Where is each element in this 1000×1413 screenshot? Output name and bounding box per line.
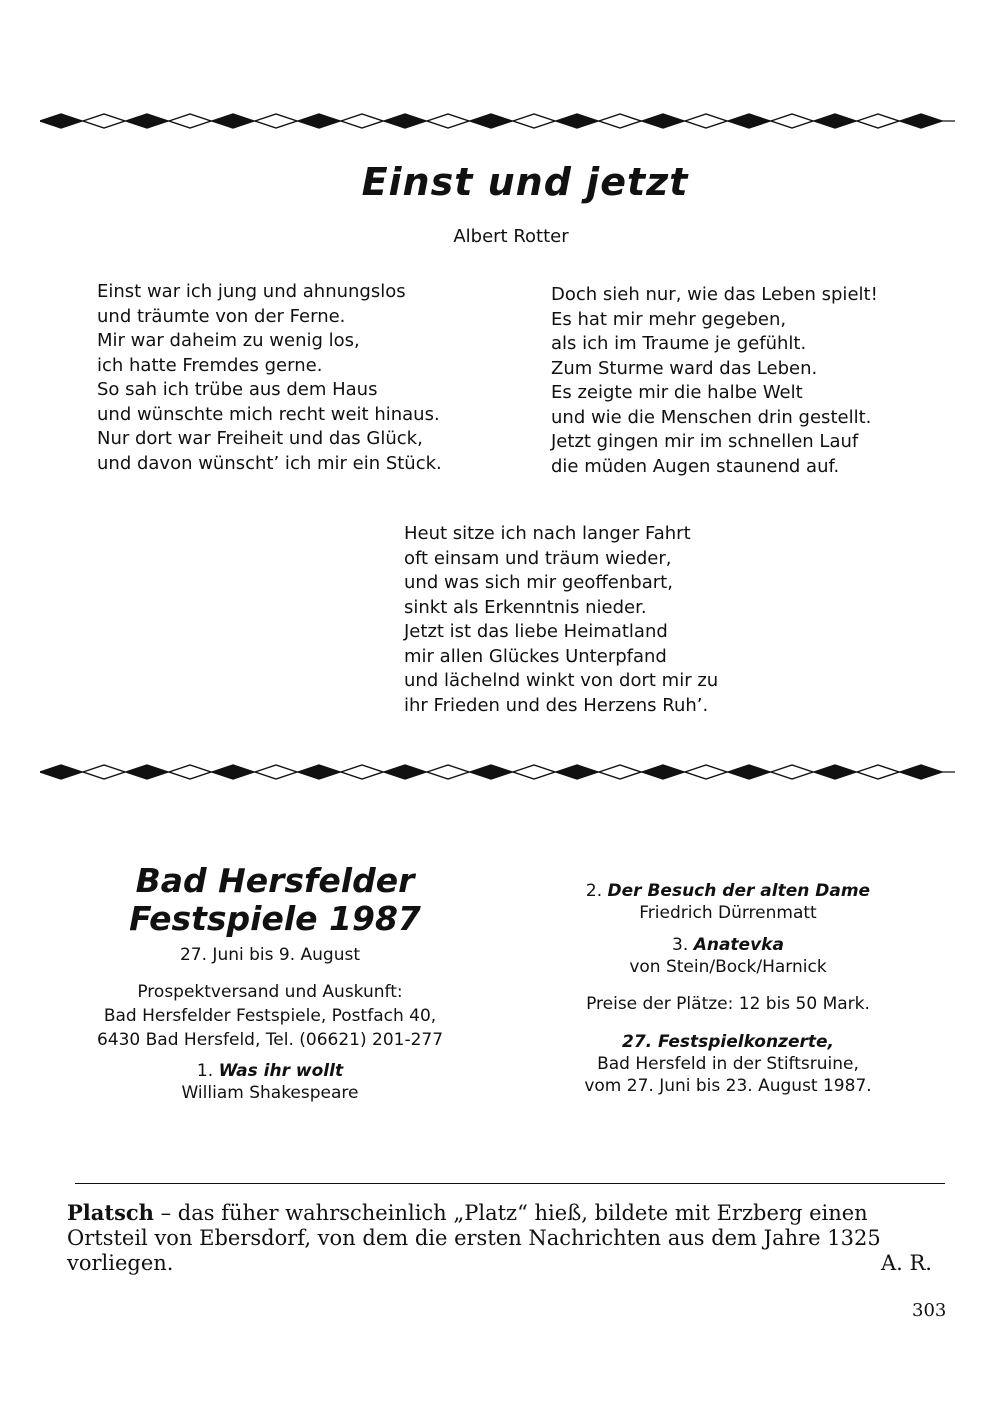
verse-line: und wünschte mich recht weit hinaus.: [97, 403, 440, 425]
filled-diamond-ornament: [298, 114, 340, 128]
outline-diamond-ornament: [255, 114, 297, 128]
filled-diamond-ornament: [900, 765, 942, 779]
outline-diamond-ornament: [599, 765, 641, 779]
verse-line: und wie die Menschen drin gestellt.: [551, 406, 872, 428]
outline-diamond-ornament: [685, 114, 727, 128]
verse-line: und davon wünscht’ ich mir ein Stück.: [97, 452, 442, 474]
filled-diamond-ornament: [728, 114, 770, 128]
festival-title: [110, 862, 440, 938]
verse-line: die müden Augen staunend auf.: [551, 455, 840, 477]
filled-diamond-ornament: [470, 765, 512, 779]
play-2: [548, 880, 908, 902]
outline-diamond-ornament: [255, 765, 297, 779]
verse-line: Es hat mir mehr gegeben,: [551, 308, 787, 330]
filled-diamond-ornament: [126, 765, 168, 779]
poem-stanza-2: [551, 283, 878, 479]
verse-line: und was sich mir geoffenbart,: [404, 572, 673, 593]
play-author: William Shakespeare: [181, 1083, 359, 1103]
page-number: 303: [912, 1300, 947, 1321]
outline-diamond-ornament: [427, 114, 469, 128]
outline-diamond-ornament: [83, 114, 125, 128]
verse-line: Nur dort war Freiheit und das Glück,: [97, 428, 423, 449]
outline-diamond-ornament: [169, 765, 211, 779]
verse-line: Einst war ich jung und ahnungslos: [97, 281, 406, 302]
outline-diamond-ornament: [513, 114, 555, 128]
filled-diamond-ornament: [814, 114, 856, 128]
verse-line: Es zeigte mir die halbe Welt: [551, 382, 803, 403]
note-line-2: Ortsteil von Ebersdorf, von dem die ersten Nachrichten aus dem Jahre 1325: [67, 1226, 881, 1250]
verse-line: Mir war daheim zu wenig los,: [97, 330, 360, 351]
diamond-divider-bottom: [40, 757, 955, 787]
poem-author: Albert Rotter: [453, 226, 569, 247]
horizontal-rule: [75, 1183, 945, 1184]
outline-diamond-ornament: [857, 765, 899, 779]
verse-line: ich hatte Fremdes gerne.: [97, 354, 323, 376]
verse-line: als ich im Traume je gefühlt.: [551, 333, 807, 354]
play-author: von Stein/Bock/Harnick: [629, 957, 827, 977]
concerts-line: Bad Hersfeld in der Stiftsruine,: [597, 1054, 859, 1074]
outline-diamond-ornament: [341, 114, 383, 128]
filled-diamond-ornament: [384, 765, 426, 779]
verse-line: Doch sieh nur, wie das Leben spielt!: [551, 284, 878, 305]
poem-stanza-1: [97, 280, 442, 476]
filled-diamond-ornament: [40, 765, 82, 779]
play-3: [548, 934, 908, 956]
note-term: Platsch: [67, 1200, 154, 1225]
festival-info: [90, 944, 450, 1104]
verse-line: Jetzt ist das liebe Heimatland: [404, 621, 668, 642]
note-text: vorliegen.: [67, 1251, 174, 1275]
verse-line: ihr Frieden und des Herzens Ruh’.: [404, 694, 709, 716]
filled-diamond-ornament: [298, 765, 340, 779]
play-1: [90, 1060, 450, 1082]
footnote: [67, 1200, 932, 1276]
info-label: Prospektversand und Auskunft:: [137, 982, 403, 1002]
note-line-3: [67, 1251, 932, 1276]
poem-stanza-3: [404, 522, 718, 718]
play-number: 1.: [196, 1061, 214, 1081]
filled-diamond-ornament: [900, 114, 942, 128]
play-title: Was ihr wollt: [218, 1061, 344, 1081]
note-text: – das füher wahrscheinlich „Platz“ hieß, bildete mit Erzberg einen: [153, 1201, 868, 1225]
outline-diamond-ornament: [771, 765, 813, 779]
verse-line: So sah ich trübe aus dem Haus: [97, 379, 378, 400]
note-signature: A. R.: [880, 1251, 932, 1275]
address-line: Bad Hersfelder Festspiele, Postfach 40,: [103, 1006, 437, 1026]
verse-line: und träumte von der Ferne.: [97, 305, 346, 327]
verse-line: Zum Sturme ward das Leben.: [551, 357, 818, 379]
verse-line: Jetzt gingen mir im schnellen Lauf: [551, 431, 859, 452]
address-line: 6430 Bad Hersfeld, Tel. (06621) 201-277: [96, 1030, 444, 1050]
concerts-title: 27. Festspielkonzerte,: [622, 1032, 834, 1052]
verse-line: und lächelnd winkt von dort mir zu: [404, 670, 719, 691]
outline-diamond-ornament: [685, 765, 727, 779]
festival-program: [548, 880, 908, 1097]
filled-diamond-ornament: [642, 765, 684, 779]
play-title: Der Besuch der alten Dame: [607, 881, 871, 901]
filled-diamond-ornament: [212, 114, 254, 128]
filled-diamond-ornament: [40, 114, 82, 128]
play-title: Anatevka: [693, 935, 784, 955]
filled-diamond-ornament: [642, 114, 684, 128]
outline-diamond-ornament: [771, 114, 813, 128]
filled-diamond-ornament: [556, 114, 598, 128]
outline-diamond-ornament: [513, 765, 555, 779]
filled-diamond-ornament: [470, 114, 512, 128]
filled-diamond-ornament: [384, 114, 426, 128]
diamond-divider-top: [40, 106, 955, 136]
note-line-1: [67, 1200, 932, 1226]
ticket-prices: Preise der Plätze: 12 bis 50 Mark.: [586, 994, 870, 1014]
filled-diamond-ornament: [212, 765, 254, 779]
filled-diamond-ornament: [556, 765, 598, 779]
play-author: Friedrich Dürrenmatt: [639, 903, 817, 923]
outline-diamond-ornament: [427, 765, 469, 779]
filled-diamond-ornament: [126, 114, 168, 128]
outline-diamond-ornament: [341, 765, 383, 779]
play-number: 3.: [672, 935, 689, 955]
concerts-line: vom 27. Juni bis 23. August 1987.: [584, 1076, 872, 1096]
verse-line: sinkt als Erkenntnis nieder.: [404, 596, 647, 618]
festival-title-line: Festspiele 1987: [129, 899, 421, 938]
festival-dates: 27. Juni bis 9. August: [179, 945, 361, 965]
filled-diamond-ornament: [728, 765, 770, 779]
outline-diamond-ornament: [169, 114, 211, 128]
verse-line: oft einsam und träum wieder,: [404, 547, 672, 569]
verse-line: mir allen Glückes Unterpfand: [404, 645, 667, 667]
filled-diamond-ornament: [814, 765, 856, 779]
festival-title-line: Bad Hersfelder: [135, 861, 415, 900]
verse-line: Heut sitze ich nach langer Fahrt: [404, 523, 691, 544]
poem-title: Einst und jetzt: [361, 160, 689, 204]
outline-diamond-ornament: [857, 114, 899, 128]
outline-diamond-ornament: [83, 765, 125, 779]
outline-diamond-ornament: [599, 114, 641, 128]
play-number: 2.: [585, 881, 603, 901]
